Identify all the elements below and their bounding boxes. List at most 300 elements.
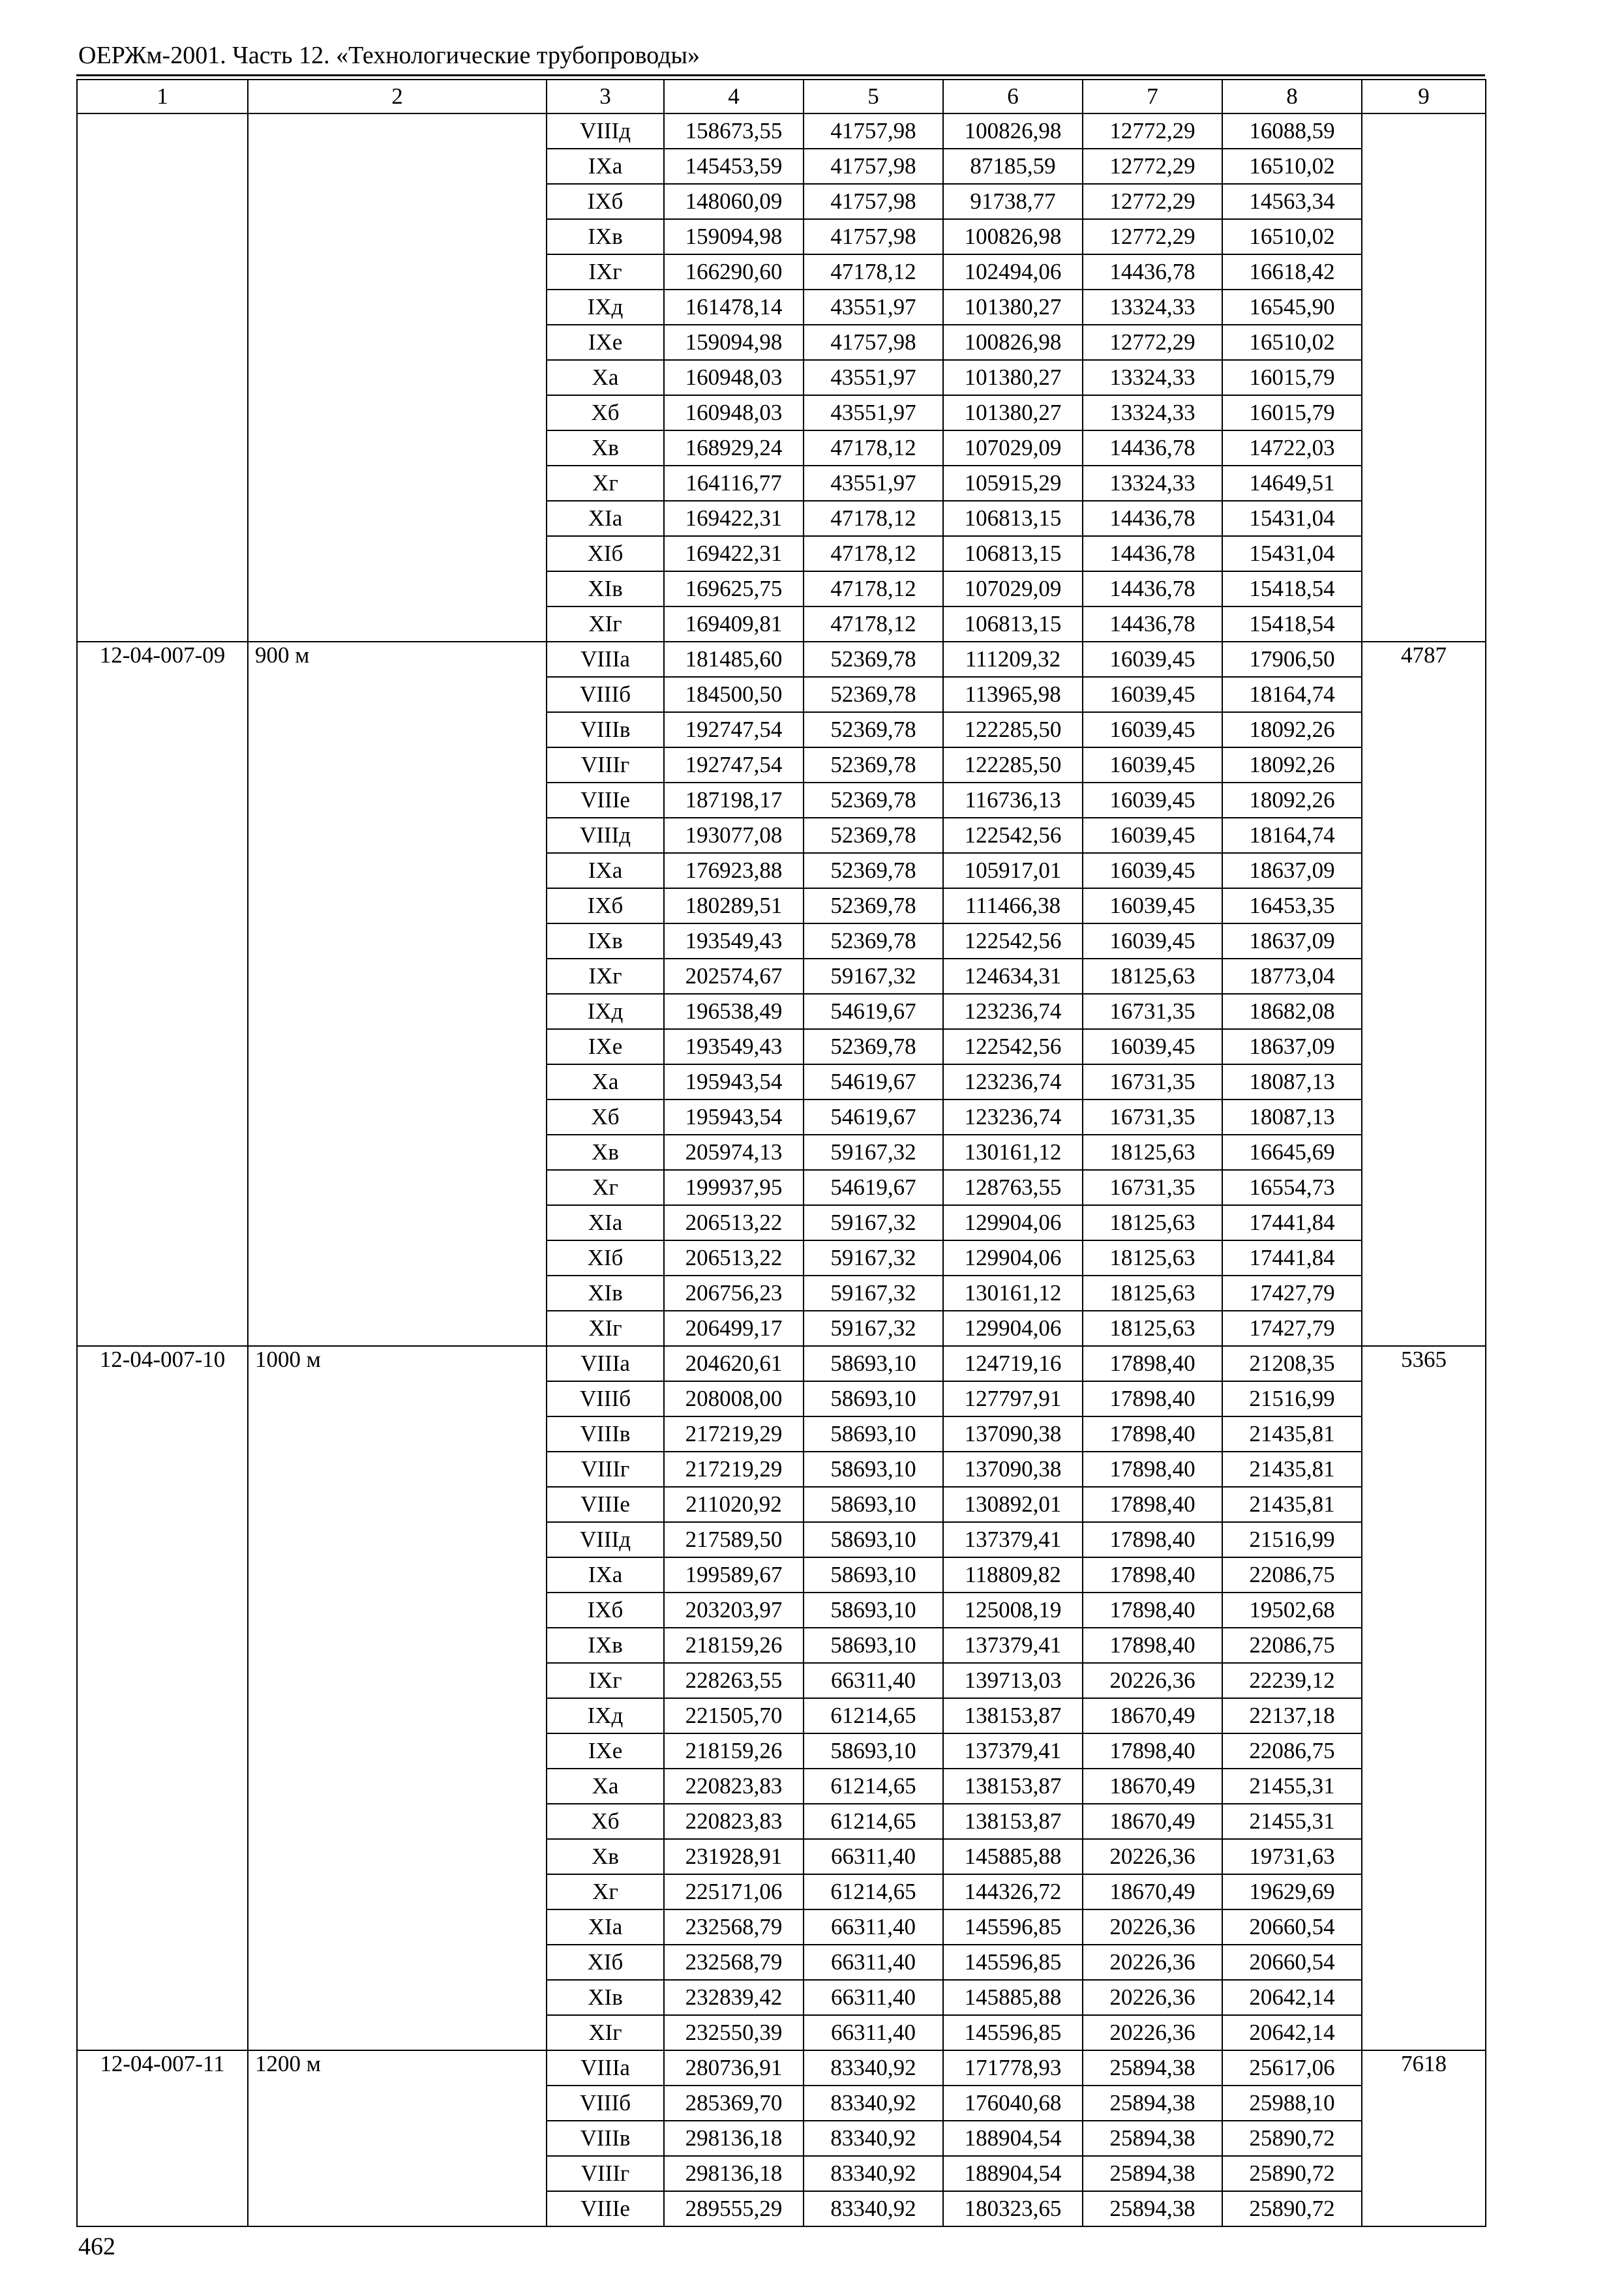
value-cell: 16731,35 — [1083, 994, 1222, 1029]
class-cell: Xа — [547, 360, 664, 395]
value-cell: 19629,69 — [1222, 1874, 1362, 1909]
value-cell: 100826,98 — [943, 219, 1083, 254]
value-cell: 21455,31 — [1222, 1769, 1362, 1804]
value-cell: 17898,40 — [1083, 1346, 1222, 1381]
value-cell: 25894,38 — [1083, 2191, 1222, 2226]
value-cell: 61214,65 — [804, 1804, 943, 1839]
value-cell: 122285,50 — [943, 712, 1083, 747]
class-cell: IXг — [547, 254, 664, 290]
value-cell: 16731,35 — [1083, 1100, 1222, 1135]
value-cell: 137090,38 — [943, 1452, 1083, 1487]
value-cell: 25894,38 — [1083, 2050, 1222, 2086]
value-cell: 101380,27 — [943, 360, 1083, 395]
value-cell: 158673,55 — [664, 113, 804, 149]
value-cell: 41757,98 — [804, 325, 943, 360]
value-cell: 129904,06 — [943, 1205, 1083, 1240]
value-cell: 220823,83 — [664, 1769, 804, 1804]
value-cell: 52369,78 — [804, 853, 943, 888]
value-cell: 145596,85 — [943, 2015, 1083, 2050]
value-cell: 66311,40 — [804, 1663, 943, 1698]
value-cell: 18670,49 — [1083, 1698, 1222, 1733]
value-cell: 218159,26 — [664, 1628, 804, 1663]
value-cell: 16510,02 — [1222, 149, 1362, 184]
value-cell: 232839,42 — [664, 1980, 804, 2015]
value-cell: 14436,78 — [1083, 254, 1222, 290]
value-cell: 16510,02 — [1222, 219, 1362, 254]
value-cell: 232568,79 — [664, 1945, 804, 1980]
value-cell: 180289,51 — [664, 888, 804, 923]
value-cell: 17441,84 — [1222, 1205, 1362, 1240]
value-cell: 17898,40 — [1083, 1381, 1222, 1416]
value-cell: 43551,97 — [804, 466, 943, 501]
value-cell: 16731,35 — [1083, 1064, 1222, 1100]
value-cell: 111466,38 — [943, 888, 1083, 923]
value-cell: 19502,68 — [1222, 1593, 1362, 1628]
value-cell: 17441,84 — [1222, 1240, 1362, 1276]
value-cell: 16039,45 — [1083, 1029, 1222, 1064]
value-cell: 193549,43 — [664, 1029, 804, 1064]
value-cell: 14436,78 — [1083, 501, 1222, 536]
value-cell: 105917,01 — [943, 853, 1083, 888]
value-cell: 188904,54 — [943, 2121, 1083, 2156]
class-cell: XIв — [547, 1980, 664, 2015]
value-cell: 21435,81 — [1222, 1452, 1362, 1487]
value-cell: 17427,79 — [1222, 1276, 1362, 1311]
value-cell: 14436,78 — [1083, 430, 1222, 466]
value-cell: 18125,63 — [1083, 1240, 1222, 1276]
value-cell: 18125,63 — [1083, 1205, 1222, 1240]
value-cell: 206499,17 — [664, 1311, 804, 1346]
value-cell: 47178,12 — [804, 571, 943, 606]
value-cell: 83340,92 — [804, 2050, 943, 2086]
value-cell: 145596,85 — [943, 1909, 1083, 1945]
value-cell: 16510,02 — [1222, 325, 1362, 360]
value-cell: 206513,22 — [664, 1240, 804, 1276]
value-cell: 20226,36 — [1083, 1909, 1222, 1945]
value-cell: 122542,56 — [943, 818, 1083, 853]
column-number: 3 — [547, 80, 664, 113]
value-cell: 231928,91 — [664, 1839, 804, 1874]
page-header: ОЕРЖм-2001. Часть 12. «Технологические трубопроводы» — [78, 42, 700, 69]
value-cell: 18670,49 — [1083, 1769, 1222, 1804]
value-cell: 16039,45 — [1083, 677, 1222, 712]
class-cell: IXб — [547, 888, 664, 923]
value-cell: 127797,91 — [943, 1381, 1083, 1416]
class-cell: VIIIа — [547, 642, 664, 677]
column-number: 2 — [248, 80, 547, 113]
value-cell: 129904,06 — [943, 1311, 1083, 1346]
value-cell: 137379,41 — [943, 1628, 1083, 1663]
name-cell — [248, 113, 547, 642]
class-cell: XIг — [547, 606, 664, 642]
class-cell: Xа — [547, 1769, 664, 1804]
value-cell: 221505,70 — [664, 1698, 804, 1733]
value-cell: 83340,92 — [804, 2086, 943, 2121]
value-cell: 20642,14 — [1222, 2015, 1362, 2050]
class-cell: XIб — [547, 536, 664, 571]
value-cell: 138153,87 — [943, 1769, 1083, 1804]
value-cell: 195943,54 — [664, 1064, 804, 1100]
value-cell: 17898,40 — [1083, 1487, 1222, 1522]
class-cell: VIIIг — [547, 2156, 664, 2191]
value-cell: 16039,45 — [1083, 783, 1222, 818]
value-cell: 52369,78 — [804, 888, 943, 923]
value-cell: 20660,54 — [1222, 1945, 1362, 1980]
value-cell: 13324,33 — [1083, 360, 1222, 395]
value-cell: 18164,74 — [1222, 677, 1362, 712]
value-cell: 58693,10 — [804, 1733, 943, 1769]
value-cell: 59167,32 — [804, 1240, 943, 1276]
value-cell: 18670,49 — [1083, 1804, 1222, 1839]
class-cell: IXд — [547, 290, 664, 325]
table-row — [77, 2050, 1486, 2086]
value-cell: 203203,97 — [664, 1593, 804, 1628]
code-cell — [77, 113, 248, 642]
column-number: 4 — [664, 80, 804, 113]
value-cell: 17906,50 — [1222, 642, 1362, 677]
value-cell: 16618,42 — [1222, 254, 1362, 290]
value-cell: 54619,67 — [804, 1100, 943, 1135]
value-cell: 122542,56 — [943, 1029, 1083, 1064]
class-cell: IXв — [547, 219, 664, 254]
value-cell: 61214,65 — [804, 1698, 943, 1733]
value-cell: 20660,54 — [1222, 1909, 1362, 1945]
value-cell: 47178,12 — [804, 501, 943, 536]
value-cell: 159094,98 — [664, 219, 804, 254]
value-cell: 14722,03 — [1222, 430, 1362, 466]
value-cell: 13324,33 — [1083, 395, 1222, 430]
value-cell: 166290,60 — [664, 254, 804, 290]
value-cell: 188904,54 — [943, 2156, 1083, 2191]
value-cell: 66311,40 — [804, 1945, 943, 1980]
value-cell: 47178,12 — [804, 536, 943, 571]
value-cell: 148060,09 — [664, 184, 804, 219]
value-cell: 181485,60 — [664, 642, 804, 677]
class-cell: VIIIв — [547, 2121, 664, 2156]
value-cell: 145885,88 — [943, 1839, 1083, 1874]
class-cell: IXд — [547, 1698, 664, 1733]
code-cell: 12-04-007-10 — [77, 1346, 248, 2050]
value-cell: 217589,50 — [664, 1522, 804, 1557]
value-cell: 298136,18 — [664, 2156, 804, 2191]
value-cell: 113965,98 — [943, 677, 1083, 712]
value-cell: 16039,45 — [1083, 747, 1222, 783]
value-cell: 139713,03 — [943, 1663, 1083, 1698]
value-cell: 160948,03 — [664, 360, 804, 395]
value-cell: 43551,97 — [804, 360, 943, 395]
value-cell: 58693,10 — [804, 1593, 943, 1628]
value-cell: 21516,99 — [1222, 1522, 1362, 1557]
value-cell: 14436,78 — [1083, 571, 1222, 606]
value-cell: 58693,10 — [804, 1416, 943, 1452]
value-cell: 17898,40 — [1083, 1416, 1222, 1452]
column-number: 1 — [77, 80, 248, 113]
class-cell: XIв — [547, 571, 664, 606]
class-cell: VIIIд — [547, 818, 664, 853]
class-cell: Xв — [547, 1135, 664, 1170]
value-cell: 47178,12 — [804, 254, 943, 290]
value-cell: 16645,69 — [1222, 1135, 1362, 1170]
value-cell: 118809,82 — [943, 1557, 1083, 1593]
value-cell: 25988,10 — [1222, 2086, 1362, 2121]
value-cell: 199589,67 — [664, 1557, 804, 1593]
value-cell: 123236,74 — [943, 1100, 1083, 1135]
value-cell: 52369,78 — [804, 783, 943, 818]
value-cell: 204620,61 — [664, 1346, 804, 1381]
class-cell: VIIIа — [547, 2050, 664, 2086]
class-cell: VIIIб — [547, 1381, 664, 1416]
value-cell: 106813,15 — [943, 501, 1083, 536]
value-cell: 52369,78 — [804, 712, 943, 747]
class-cell: IXа — [547, 1557, 664, 1593]
class-cell: Xг — [547, 466, 664, 501]
class-cell: IXг — [547, 1663, 664, 1698]
value-cell: 25894,38 — [1083, 2156, 1222, 2191]
class-cell: Xб — [547, 1100, 664, 1135]
value-cell: 16453,35 — [1222, 888, 1362, 923]
column-number: 7 — [1083, 80, 1222, 113]
class-cell: IXа — [547, 149, 664, 184]
class-cell: Xг — [547, 1170, 664, 1205]
value-cell: 130161,12 — [943, 1276, 1083, 1311]
value-cell: 47178,12 — [804, 430, 943, 466]
table-row — [77, 1346, 1486, 1381]
class-cell: VIIIб — [547, 2086, 664, 2121]
class-cell: Xа — [547, 1064, 664, 1100]
value-cell: 25617,06 — [1222, 2050, 1362, 2086]
value-cell: 169422,31 — [664, 536, 804, 571]
value-cell: 16554,73 — [1222, 1170, 1362, 1205]
value-cell: 176923,88 — [664, 853, 804, 888]
page-number: 462 — [78, 2233, 115, 2260]
value-cell: 123236,74 — [943, 994, 1083, 1029]
value-cell: 14563,34 — [1222, 184, 1362, 219]
value-cell: 18092,26 — [1222, 747, 1362, 783]
class-cell: IXб — [547, 184, 664, 219]
value-cell: 21455,31 — [1222, 1804, 1362, 1839]
value-cell: 54619,67 — [804, 1170, 943, 1205]
value-cell: 58693,10 — [804, 1557, 943, 1593]
value-cell: 58693,10 — [804, 1487, 943, 1522]
value-cell: 66311,40 — [804, 1839, 943, 1874]
class-cell: IXг — [547, 959, 664, 994]
value-cell: 161478,14 — [664, 290, 804, 325]
class-cell: IXе — [547, 325, 664, 360]
value-cell: 41757,98 — [804, 219, 943, 254]
class-cell: IXб — [547, 1593, 664, 1628]
value-cell: 18773,04 — [1222, 959, 1362, 994]
class-cell: XIв — [547, 1276, 664, 1311]
value-cell: 199937,95 — [664, 1170, 804, 1205]
value-cell: 102494,06 — [943, 254, 1083, 290]
column-number: 6 — [943, 80, 1083, 113]
value-cell: 43551,97 — [804, 290, 943, 325]
value-cell: 16039,45 — [1083, 923, 1222, 959]
name-cell: 900 м — [248, 642, 547, 1346]
value-cell: 211020,92 — [664, 1487, 804, 1522]
value-cell: 232568,79 — [664, 1909, 804, 1945]
value-cell: 13324,33 — [1083, 466, 1222, 501]
value-cell: 16731,35 — [1083, 1170, 1222, 1205]
value-cell: 122285,50 — [943, 747, 1083, 783]
value-cell: 111209,32 — [943, 642, 1083, 677]
value-cell: 18125,63 — [1083, 1276, 1222, 1311]
value-cell: 169422,31 — [664, 501, 804, 536]
value-cell: 25890,72 — [1222, 2156, 1362, 2191]
value-cell: 21208,35 — [1222, 1346, 1362, 1381]
class-cell: IXв — [547, 923, 664, 959]
column-number: 8 — [1222, 80, 1362, 113]
value-cell: 18164,74 — [1222, 818, 1362, 853]
value-cell: 59167,32 — [804, 1276, 943, 1311]
value-cell: 61214,65 — [804, 1769, 943, 1804]
value-cell: 17898,40 — [1083, 1557, 1222, 1593]
value-cell: 18670,49 — [1083, 1874, 1222, 1909]
class-cell: VIIIд — [547, 113, 664, 149]
value-cell: 16088,59 — [1222, 113, 1362, 149]
value-cell: 20642,14 — [1222, 1980, 1362, 2015]
value-cell: 18092,26 — [1222, 783, 1362, 818]
class-cell: VIIIд — [547, 1522, 664, 1557]
value-cell: 18682,08 — [1222, 994, 1362, 1029]
value-cell: 21435,81 — [1222, 1487, 1362, 1522]
value-cell: 12772,29 — [1083, 184, 1222, 219]
value-cell: 130161,12 — [943, 1135, 1083, 1170]
value-cell: 41757,98 — [804, 149, 943, 184]
col9-cell: 5365 — [1362, 1346, 1486, 2050]
class-cell: XIа — [547, 501, 664, 536]
header-rule — [76, 74, 1485, 76]
value-cell: 193077,08 — [664, 818, 804, 853]
value-cell: 25890,72 — [1222, 2121, 1362, 2156]
value-cell: 13324,33 — [1083, 290, 1222, 325]
value-cell: 66311,40 — [804, 1909, 943, 1945]
class-cell: XIг — [547, 2015, 664, 2050]
value-cell: 52369,78 — [804, 747, 943, 783]
value-cell: 20226,36 — [1083, 1839, 1222, 1874]
value-cell: 58693,10 — [804, 1381, 943, 1416]
value-cell: 15418,54 — [1222, 571, 1362, 606]
class-cell: VIIIе — [547, 2191, 664, 2226]
value-cell: 17427,79 — [1222, 1311, 1362, 1346]
value-cell: 285369,70 — [664, 2086, 804, 2121]
value-cell: 54619,67 — [804, 994, 943, 1029]
value-cell: 17898,40 — [1083, 1733, 1222, 1769]
value-cell: 16039,45 — [1083, 712, 1222, 747]
value-cell: 22239,12 — [1222, 1663, 1362, 1698]
value-cell: 15431,04 — [1222, 501, 1362, 536]
value-cell: 160948,03 — [664, 395, 804, 430]
value-cell: 107029,09 — [943, 571, 1083, 606]
table-row — [77, 113, 1486, 149]
price-table — [76, 79, 1486, 2227]
value-cell: 137379,41 — [943, 1522, 1083, 1557]
value-cell: 22137,18 — [1222, 1698, 1362, 1733]
value-cell: 66311,40 — [804, 1980, 943, 2015]
class-cell: XIб — [547, 1240, 664, 1276]
value-cell: 18125,63 — [1083, 959, 1222, 994]
value-cell: 83340,92 — [804, 2191, 943, 2226]
class-cell: VIIIв — [547, 712, 664, 747]
value-cell: 192747,54 — [664, 747, 804, 783]
value-cell: 123236,74 — [943, 1064, 1083, 1100]
value-cell: 59167,32 — [804, 1135, 943, 1170]
class-cell: IXд — [547, 994, 664, 1029]
value-cell: 22086,75 — [1222, 1733, 1362, 1769]
value-cell: 202574,67 — [664, 959, 804, 994]
value-cell: 21435,81 — [1222, 1416, 1362, 1452]
value-cell: 17898,40 — [1083, 1452, 1222, 1487]
value-cell: 18087,13 — [1222, 1100, 1362, 1135]
value-cell: 144326,72 — [943, 1874, 1083, 1909]
value-cell: 195943,54 — [664, 1100, 804, 1135]
value-cell: 105915,29 — [943, 466, 1083, 501]
column-number-row — [77, 80, 1486, 113]
class-cell: Xб — [547, 1804, 664, 1839]
class-cell: IXв — [547, 1628, 664, 1663]
value-cell: 130892,01 — [943, 1487, 1083, 1522]
class-cell: VIIIг — [547, 1452, 664, 1487]
value-cell: 124634,31 — [943, 959, 1083, 994]
value-cell: 16545,90 — [1222, 290, 1362, 325]
table-row — [77, 642, 1486, 677]
value-cell: 22086,75 — [1222, 1557, 1362, 1593]
value-cell: 18637,09 — [1222, 853, 1362, 888]
value-cell: 122542,56 — [943, 923, 1083, 959]
code-cell: 12-04-007-09 — [77, 642, 248, 1346]
value-cell: 83340,92 — [804, 2121, 943, 2156]
value-cell: 138153,87 — [943, 1698, 1083, 1733]
value-cell: 184500,50 — [664, 677, 804, 712]
value-cell: 18125,63 — [1083, 1135, 1222, 1170]
value-cell: 12772,29 — [1083, 219, 1222, 254]
value-cell: 59167,32 — [804, 1311, 943, 1346]
value-cell: 180323,65 — [943, 2191, 1083, 2226]
value-cell: 298136,18 — [664, 2121, 804, 2156]
value-cell: 87185,59 — [943, 149, 1083, 184]
value-cell: 22086,75 — [1222, 1628, 1362, 1663]
value-cell: 25890,72 — [1222, 2191, 1362, 2226]
value-cell: 100826,98 — [943, 325, 1083, 360]
code-cell: 12-04-007-11 — [77, 2050, 248, 2226]
class-cell: XIа — [547, 1205, 664, 1240]
value-cell: 137090,38 — [943, 1416, 1083, 1452]
value-cell: 17898,40 — [1083, 1522, 1222, 1557]
value-cell: 20226,36 — [1083, 1945, 1222, 1980]
value-cell: 168929,24 — [664, 430, 804, 466]
class-cell: Xв — [547, 1839, 664, 1874]
class-cell: Xг — [547, 1874, 664, 1909]
value-cell: 218159,26 — [664, 1733, 804, 1769]
value-cell: 101380,27 — [943, 290, 1083, 325]
value-cell: 17898,40 — [1083, 1593, 1222, 1628]
value-cell: 208008,00 — [664, 1381, 804, 1416]
value-cell: 18092,26 — [1222, 712, 1362, 747]
value-cell: 52369,78 — [804, 642, 943, 677]
value-cell: 16039,45 — [1083, 853, 1222, 888]
value-cell: 128763,55 — [943, 1170, 1083, 1205]
value-cell: 59167,32 — [804, 1205, 943, 1240]
class-cell: XIб — [547, 1945, 664, 1980]
value-cell: 145596,85 — [943, 1945, 1083, 1980]
value-cell: 15431,04 — [1222, 536, 1362, 571]
value-cell: 52369,78 — [804, 923, 943, 959]
value-cell: 20226,36 — [1083, 2015, 1222, 2050]
value-cell: 171778,93 — [943, 2050, 1083, 2086]
class-cell: IXе — [547, 1733, 664, 1769]
value-cell: 58693,10 — [804, 1346, 943, 1381]
class-cell: VIIIе — [547, 783, 664, 818]
